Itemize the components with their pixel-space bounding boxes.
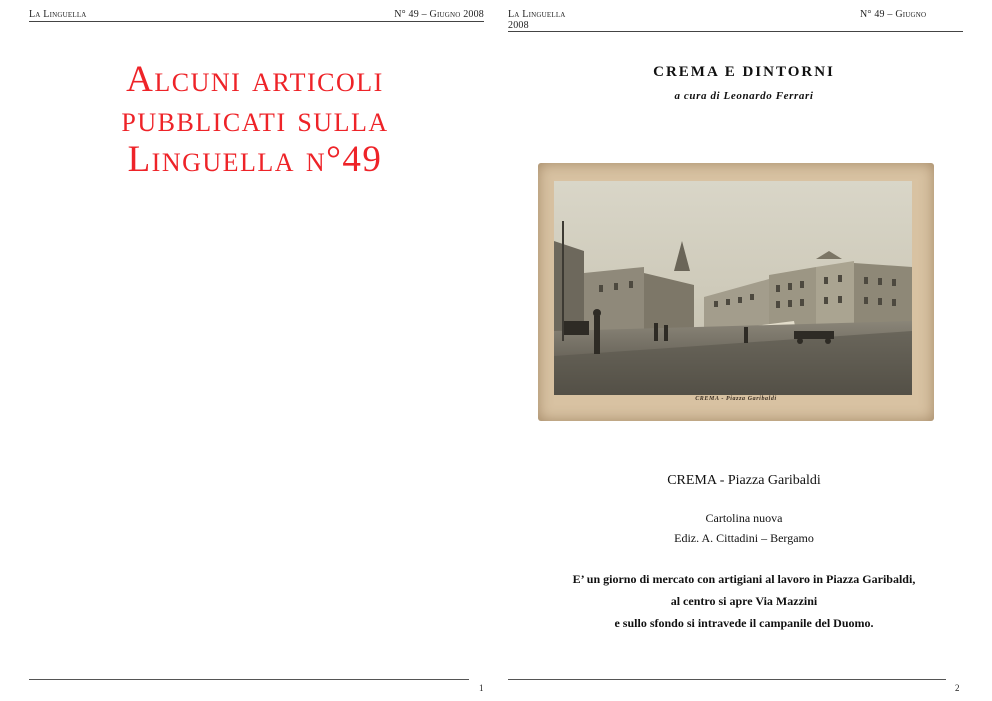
running-header-left <box>29 9 87 20</box>
caption-line: Cartolina nuova <box>705 511 783 525</box>
journal-name: La Linguella <box>508 9 566 20</box>
running-header-right <box>860 9 926 20</box>
image-caption-title: CREMA - Piazza Garibaldi <box>667 473 821 488</box>
page-title <box>50 60 460 180</box>
header-rule <box>29 21 484 22</box>
right-page <box>496 0 992 701</box>
issue-info: N° 49 – Giugno <box>860 9 927 20</box>
description-line: al centro si apre Via Mazzini <box>670 594 818 608</box>
title-line: Linguella n°49 <box>127 139 383 180</box>
header-rule <box>508 31 963 32</box>
sepia-street-scene <box>554 181 912 395</box>
running-header-right <box>394 9 484 20</box>
title-line: Alcuni articoli <box>126 59 384 100</box>
title-line: pubblicati sulla <box>121 99 389 140</box>
description-line: e sullo sfondo si intravede il campanile del Duomo. <box>614 616 874 630</box>
footer-rule <box>29 679 469 680</box>
running-header-left <box>508 9 566 31</box>
postcard-image <box>538 163 934 421</box>
journal-name: La Linguella <box>29 9 87 20</box>
page-number: 1 <box>479 683 484 693</box>
postcard-caption: CREMA - Piazza Garibaldi <box>695 396 777 402</box>
issue-info: N° 49 – Giugno 2008 <box>394 9 484 20</box>
issue-year: 2008 <box>508 20 529 31</box>
footer-rule <box>508 679 946 680</box>
section-subtitle: a cura di Leonardo Ferrari <box>674 90 814 102</box>
caption-line: Ediz. A. Cittadini – Bergamo <box>674 531 814 545</box>
description-line: E’ un giorno di mercato con artigiani al lavoro in Piazza Garibaldi, <box>572 572 916 586</box>
piazza-photo <box>554 181 912 395</box>
page-number: 2 <box>955 683 960 693</box>
section-title: CREMA E DINTORNI <box>653 64 835 80</box>
